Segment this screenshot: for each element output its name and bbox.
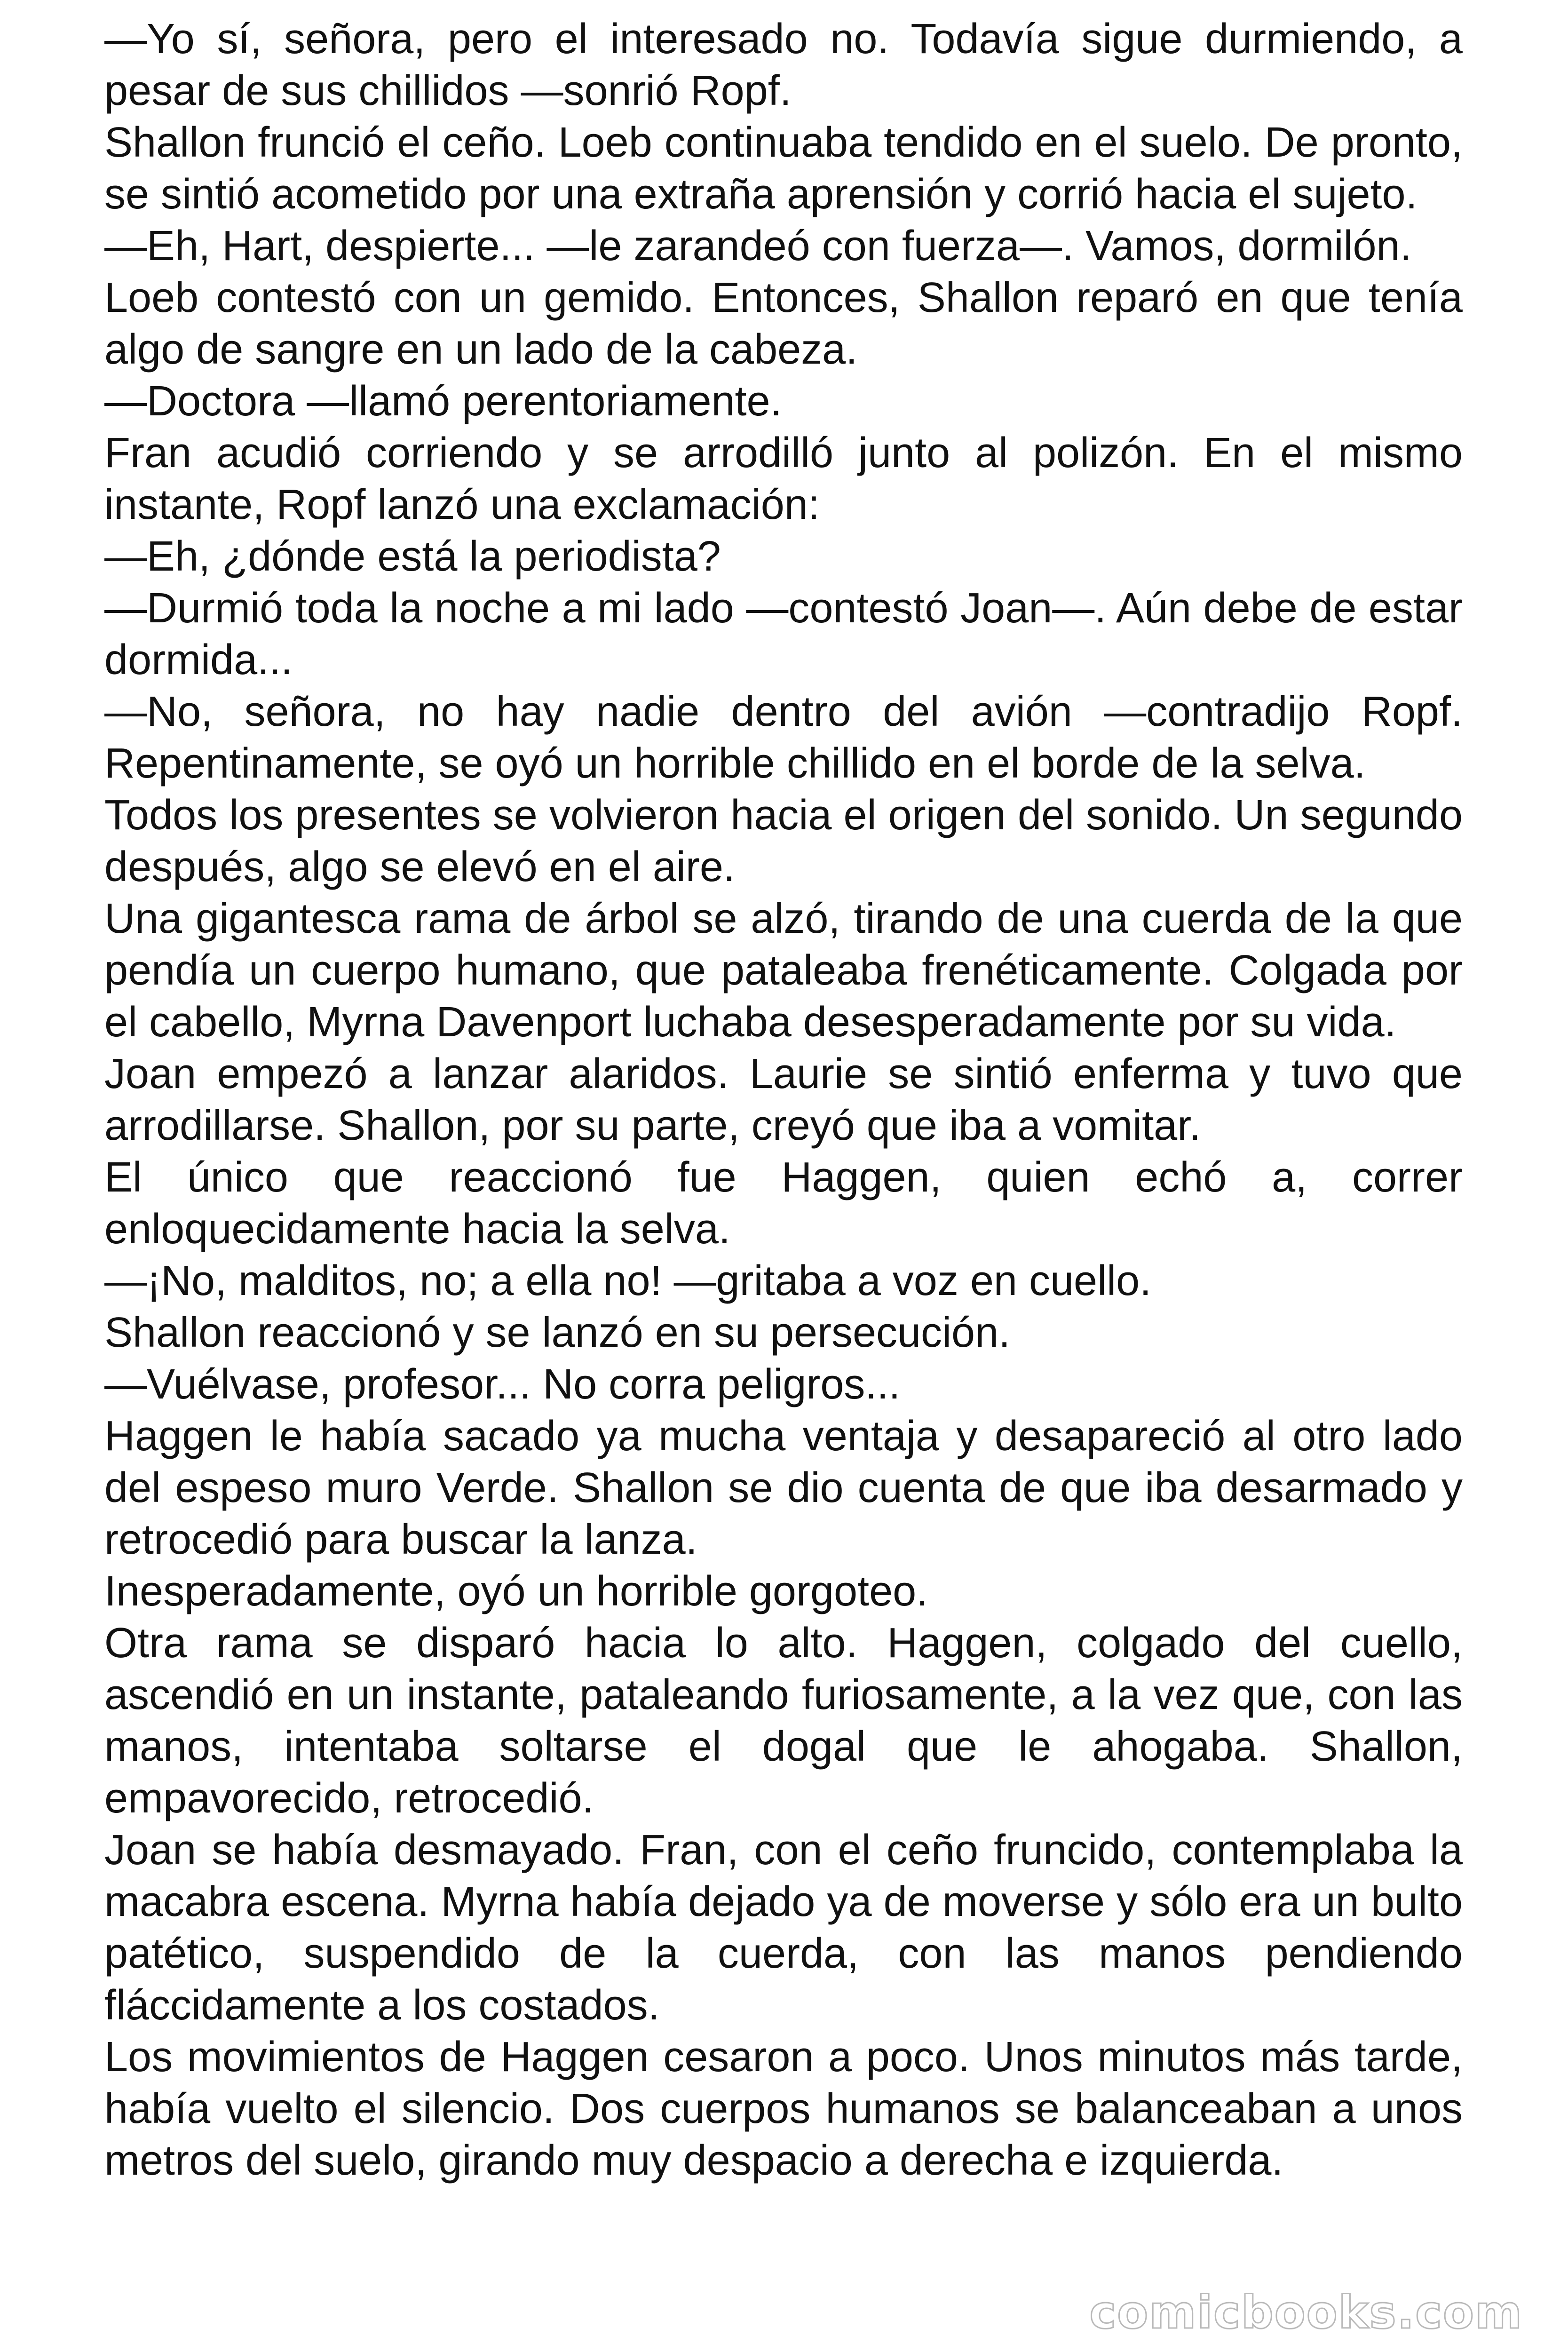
paragraph: Loeb contestó con un gemido. Entonces, Shallon reparó en que tenía algo de sangre en un lado de la cabeza. — [104, 274, 1463, 373]
paragraph: Una gigantesca rama de árbol se alzó, tirando de una cuerda de la que pendía un cuerpo humano, que pataleaba frenéticamente. Colgada por el cabello, Myrna Davenport luchaba desesperadamente por su vida. — [104, 895, 1463, 1046]
paragraph: Inesperadamente, oyó un horrible gorgoteo. — [104, 1568, 928, 1615]
paragraph: —Vuélvase, profesor... No corra peligros... — [104, 1361, 901, 1408]
paragraph: —Doctora —llamó perentoriamente. — [104, 378, 782, 425]
paragraph: —Yo sí, señora, pero el interesado no. Todavía sigue durmiendo, a pesar de sus chillidos —sonrió Ropf. — [104, 16, 1463, 114]
paragraph: Los movimientos de Haggen cesaron a poco. Unos minutos más tarde, había vuelto el silencio. Dos cuerpos humanos se balanceaban a unos metros del suelo, girando muy despacio a derecha e izquierda. — [104, 2034, 1463, 2184]
paragraph: El único que reaccionó fue Haggen, quien echó a, correr enloquecidamente hacia la selva. — [104, 1154, 1463, 1253]
paragraph: Todos los presentes se volvieron hacia el origen del sonido. Un segundo después, algo se elevó en el aire. — [104, 792, 1463, 890]
paragraph: Fran acudió corriendo y se arrodilló junto al polizón. En el mismo instante, Ropf lanzó una exclamación: — [104, 429, 1463, 528]
paragraph: Otra rama se disparó hacia lo alto. Haggen, colgado del cuello, ascendió en un instante, pataleando furiosamente, a la vez que, con las manos, intentaba soltarse el dogal que le ahogaba. Shallon, empavorecido, retrocedió. — [104, 1620, 1463, 1822]
paragraph: Joan se había desmayado. Fran, con el ceño fruncido, contemplaba la macabra escena. Myrna había dejado ya de moverse y sólo era un bulto patético, suspendido de la cuerda, con las manos pendiendo fláccidamente a los costados. — [104, 1827, 1463, 2029]
paragraph: —¡No, malditos, no; a ella no! —gritaba a voz en cuello. — [104, 1257, 1152, 1304]
paragraph: Shallon reaccionó y se lanzó en su persecución. — [104, 1309, 1011, 1356]
paragraph: Haggen le había sacado ya mucha ventaja y desapareció al otro lado del espeso muro Verde. Shallon se dio cuenta de que iba desarmado y retrocedió para buscar la lanza. — [104, 1413, 1463, 1563]
book-page-text — [104, 13, 1463, 2186]
paragraph: Shallon frunció el ceño. Loeb continuaba tendido en el suelo. De pronto, se sintió acometido por una extraña aprensión y corrió hacia el sujeto. — [104, 119, 1463, 218]
paragraph: —Eh, ¿dónde está la periodista? — [104, 533, 721, 580]
watermark: comicbooks.com — [1089, 2286, 1523, 2339]
paragraph: —No, señora, no hay nadie dentro del avión —contradijo Ropf. Repentinamente, se oyó un horrible chillido en el borde de la selva. — [104, 688, 1463, 787]
paragraph: Joan empezó a lanzar alaridos. Laurie se sintió enferma y tuvo que arrodillarse. Shallon, por su parte, creyó que iba a vomitar. — [104, 1050, 1463, 1149]
paragraph: —Eh, Hart, despierte... —le zarandeó con fuerza—. Vamos, dormilón. — [104, 222, 1412, 270]
paragraph: —Durmió toda la noche a mi lado —contestó Joan—. Aún debe de estar dormida... — [104, 585, 1463, 683]
